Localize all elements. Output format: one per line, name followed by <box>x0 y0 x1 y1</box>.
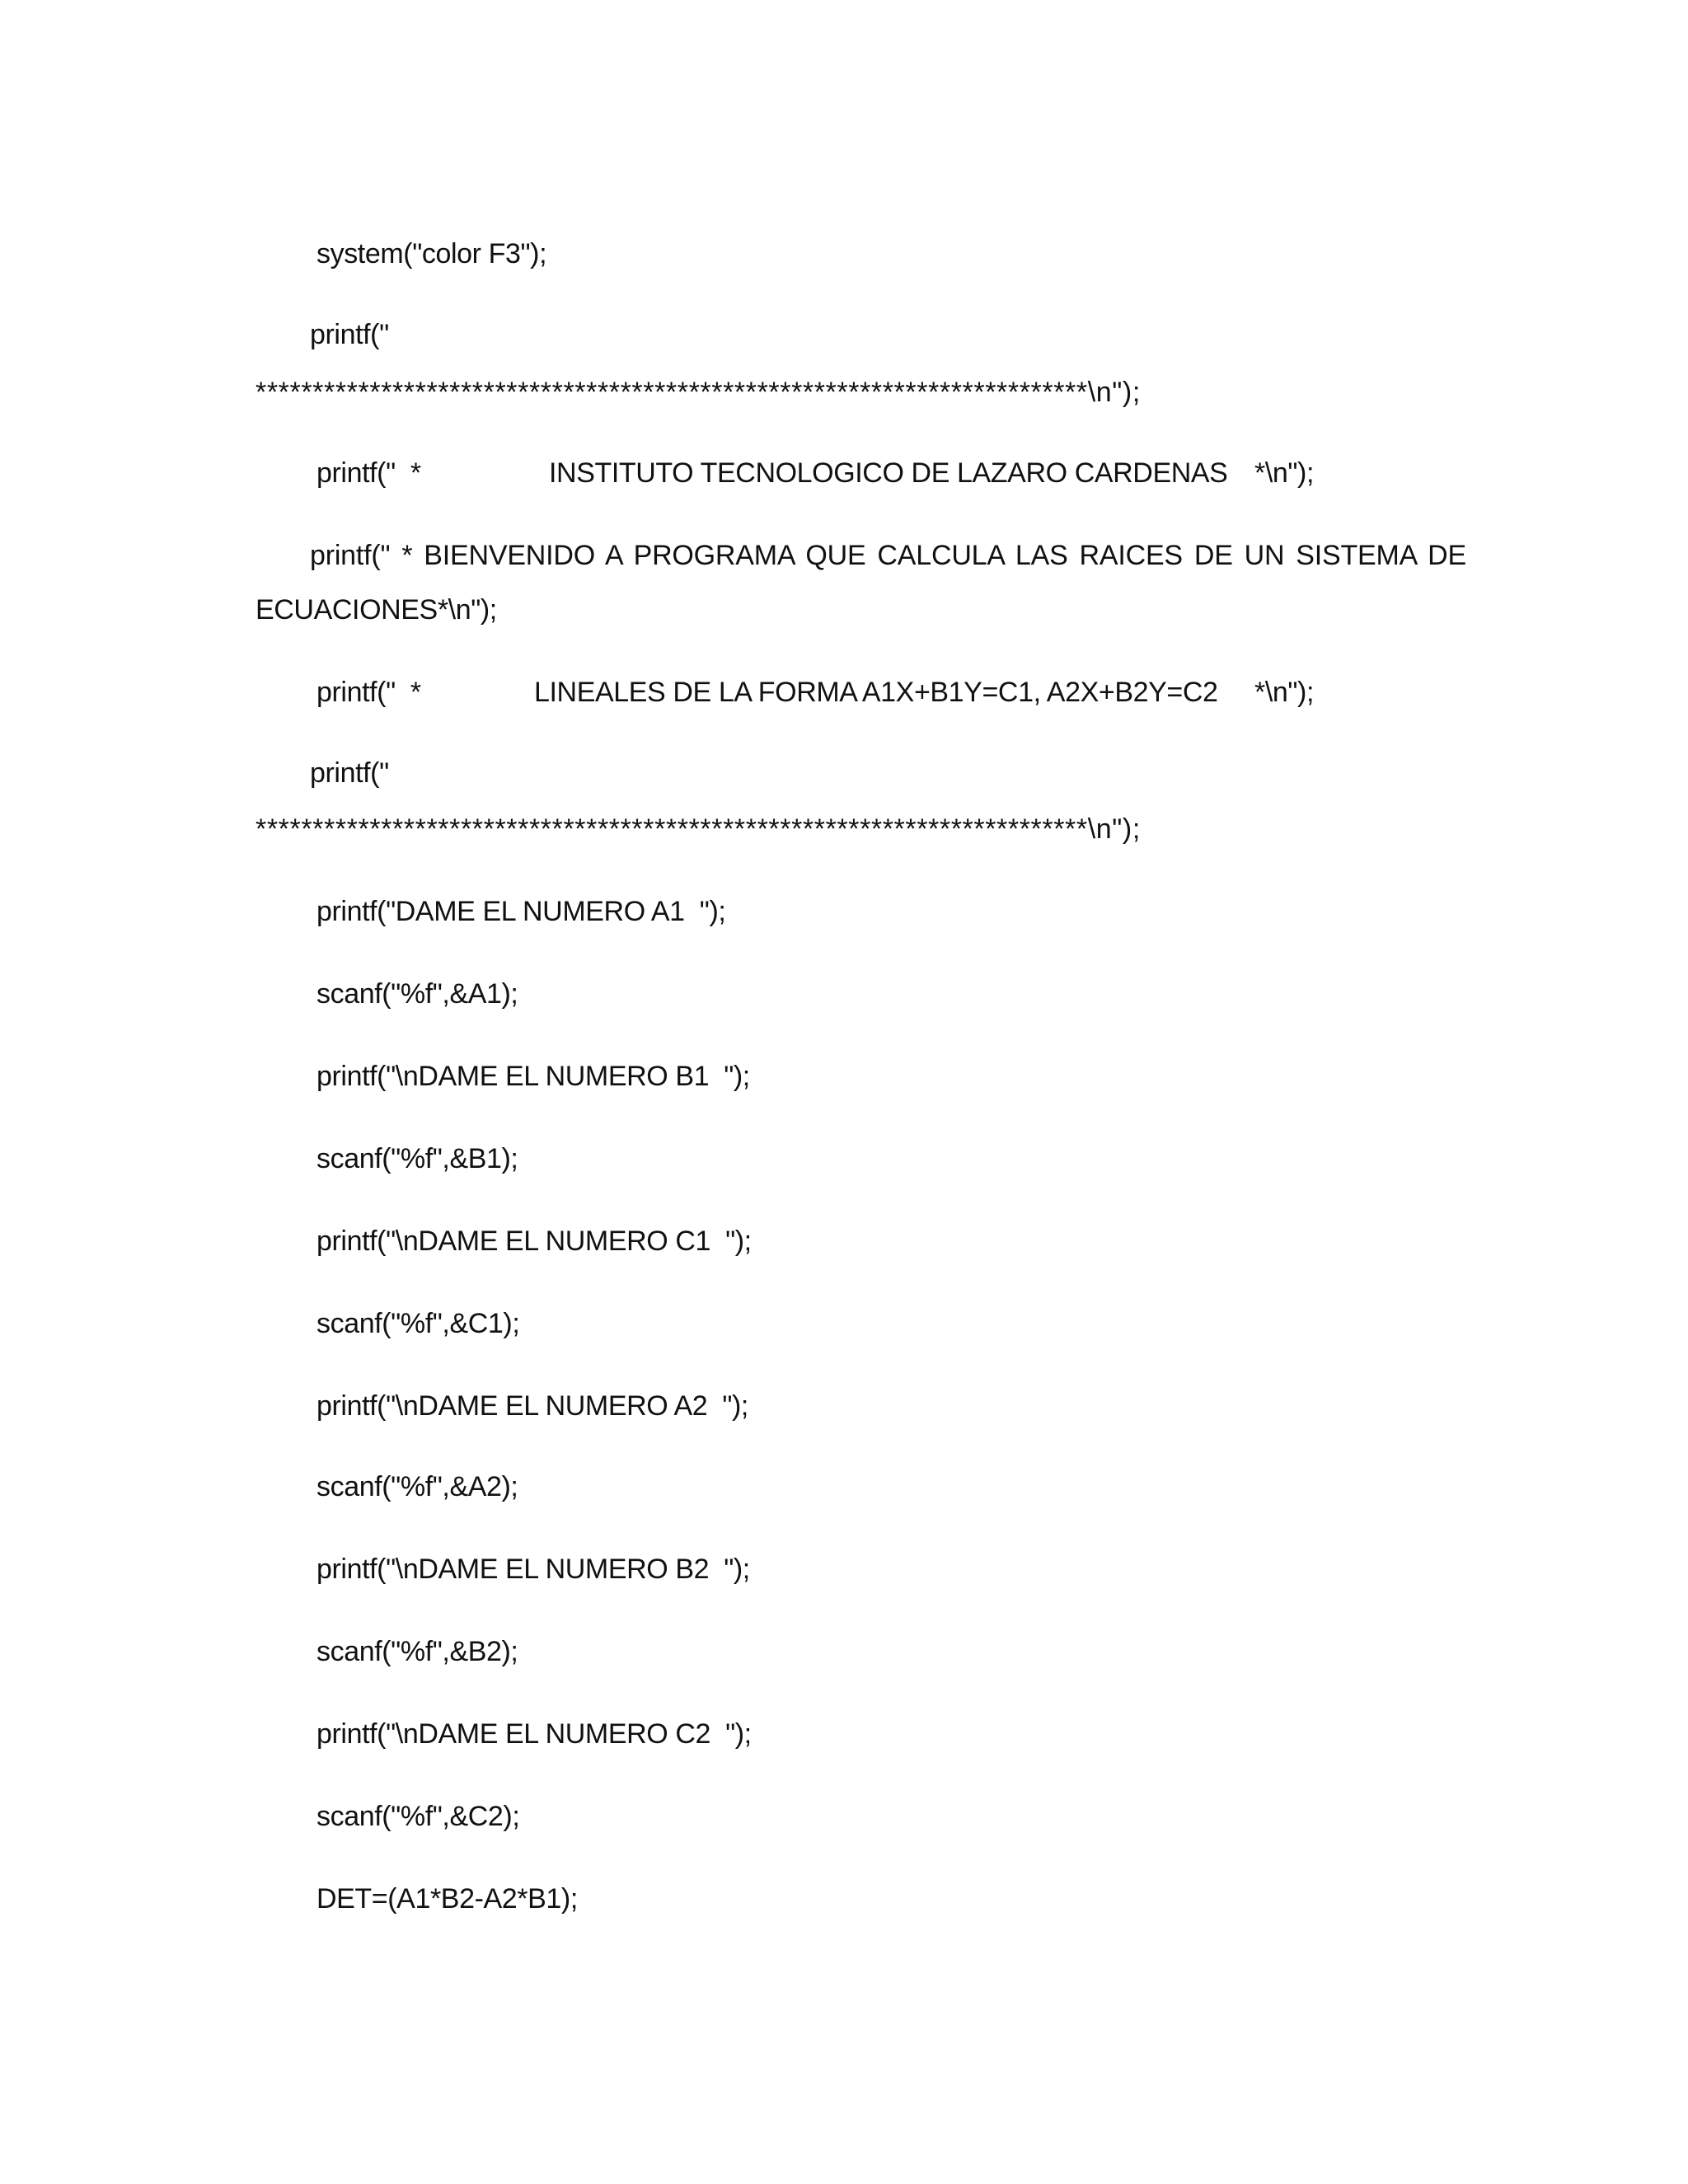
code-line: scanf("%f",&B1); <box>316 1143 518 1174</box>
code-line-banner-3 <box>0 676 1688 709</box>
code-line: printf("\nDAME EL NUMERO B1 "); <box>316 1061 750 1092</box>
code-line-banner-2b: ECUACIONES*\n"); <box>256 594 497 626</box>
code-line: scanf("%f",&C1); <box>316 1308 520 1339</box>
code-line: scanf("%f",&B2); <box>316 1636 518 1667</box>
code-line-stars-2: *************************************************************************\n"); <box>256 813 1141 845</box>
code-line: scanf("%f",&C2); <box>316 1801 520 1832</box>
banner-3-suffix: *\n"); <box>1254 677 1315 708</box>
code-line: scanf("%f",&A2); <box>316 1471 518 1502</box>
banner-1-text: INSTITUTO TECNOLOGICO DE LAZARO CARDENAS <box>549 457 1228 489</box>
code-line-system-color: system("color F3"); <box>316 238 547 269</box>
banner-1-suffix: *\n"); <box>1254 457 1315 489</box>
code-line: printf("\nDAME EL NUMERO A2 "); <box>316 1390 748 1422</box>
code-line: printf("DAME EL NUMERO A1 "); <box>316 896 726 927</box>
code-line-printf-open-1: printf(" <box>310 319 389 350</box>
code-line: scanf("%f",&A1); <box>316 978 518 1010</box>
code-line-printf-open-2: printf(" <box>310 757 389 789</box>
code-line-banner-2a: printf(" * BIENVENIDO A PROGRAMA QUE CALCULA LAS RAICES DE UN SISTEMA DE <box>310 540 1466 571</box>
banner-3-text: LINEALES DE LA FORMA A1X+B1Y=C1, A2X+B2Y=C2 <box>534 677 1218 708</box>
code-line: printf("\nDAME EL NUMERO C1 "); <box>316 1226 752 1257</box>
code-line: printf("\nDAME EL NUMERO B2 "); <box>316 1554 750 1585</box>
banner-3-prefix: printf(" * <box>316 677 421 708</box>
code-line: DET=(A1*B2-A2*B1); <box>316 1883 578 1915</box>
code-line-stars-1: *************************************************************************\n"); <box>256 377 1141 408</box>
code-line: printf("\nDAME EL NUMERO C2 "); <box>316 1718 752 1750</box>
banner-1-prefix: printf(" * <box>316 457 421 489</box>
code-line-banner-1 <box>0 457 1688 490</box>
